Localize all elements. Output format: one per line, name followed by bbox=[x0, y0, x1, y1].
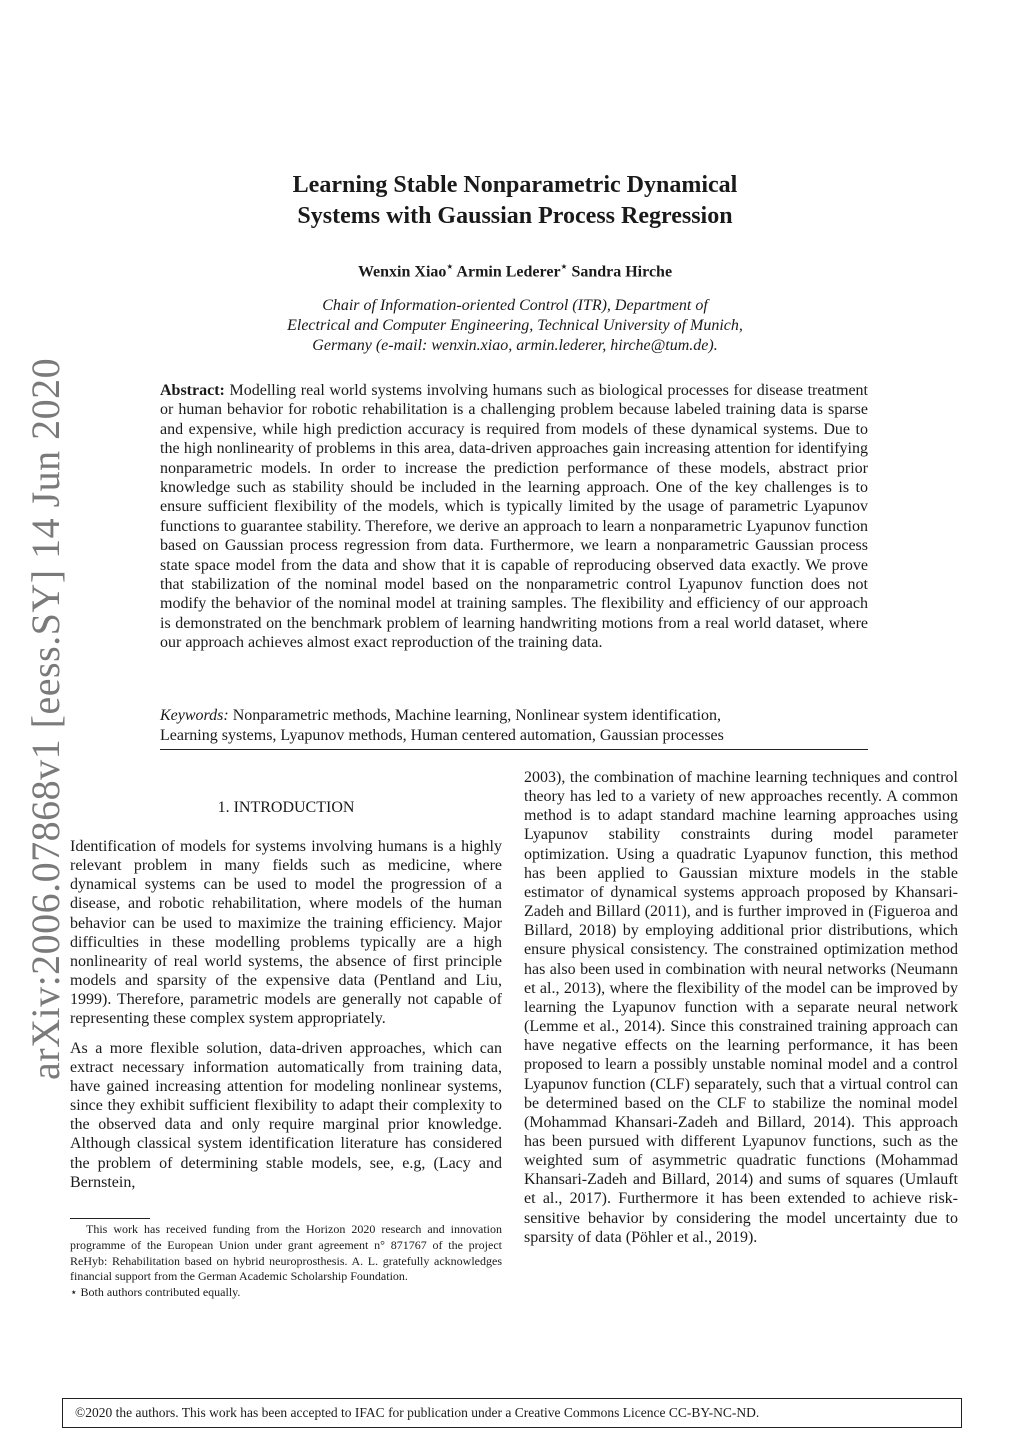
author-name: Sandra Hirche bbox=[571, 263, 673, 281]
footnote-divider bbox=[70, 1218, 150, 1219]
paper-title-line-2: Systems with Gaussian Process Regression bbox=[297, 203, 733, 229]
equal-contribution-star: ⋆ bbox=[446, 261, 454, 273]
author-name: Armin Lederer bbox=[456, 263, 561, 281]
paragraph: As a more flexible solution, data-driven approaches, which can extract necessary information automatically from training data, have gained increasing attention for modeling nonlinear systems, since they exhibit sufficient flexibility to adapt their complexity to the observed data and only require marginal prior knowledge. Although classical system identification literature has considered the problem of determining stable models, see, e.g, (Lacy and Bernstein, bbox=[70, 1039, 502, 1191]
equal-contribution-star: ⋆ bbox=[560, 261, 568, 273]
arxiv-identifier-stamp: arXiv:2006.07868v1 [eess.SY] 14 Jun 2020 bbox=[23, 357, 68, 1080]
paragraph: Identification of models for systems involving humans is a highly relevant problem in many fields such as medicine, where dynamical systems can be used to model the progression of a disease, and robotic rehabilitation, where models of the human behavior can be used to maximize the training efficiency. Major difficulties in these modelling problems typically are a high nonlinearity of real world systems, the absence of first principle models and sparsity of the expensive data (Pentland and Liu, 1999). Therefore, parametric models are generally not capable of representing these complex system appropriately. bbox=[70, 838, 502, 1028]
equal-contribution-footnote: ⋆ Both authors contributed equally. bbox=[70, 1285, 241, 1300]
funding-footnote: This work has received funding from the Horizon 2020 research and innovation programme of the European Union under grant agreement n° 871767 of the project ReHyb: Rehabilitation based on hybrid neuroprosthesis. A. L. gratefully acknowledges financial support from the German Academic Scholarship Foundation. bbox=[70, 1222, 502, 1284]
paragraph: 2003), the combination of machine learning techniques and control theory has led to a variety of new approaches recently. A common method is to adapt standard machine learning approaches using Lyapunov stability constraints during model parameter optimization. Using a quadratic Lyapunov function, this method has been applied to Gaussian mixture models in the stable estimator of dynamical systems approach proposed by Khansari-Zadeh and Billard (2011), and is further improved in (Figueroa and Billard, 2018) by employing additional prior distributions, which ensure physical consistency. The constrained optimization method has also been used in combination with neural networks (Neumann et al., 2013), where the flexibility of the model can be improved by learning the Lyapunov function with a separate neural network (Lemme et al., 2014). Since this constrained training approach can have negative effects on the learning performance, it has been proposed to learn a possibly unstable nominal model and a control Lyapunov function (CLF) separately, such that a virtual control can be determined based on the CLF to stabilize the nominal model (Mohammad Khansari-Zadeh and Billard, 2014). This approach has been pursued with different Lyapunov functions, such as the weighted sum of asymmetric quadratic functions (Mohammad Khansari-Zadeh and Billard, 2014) and sums of squares (Umlauft et al., 2017). Furthermore it has been extended to achieve risk-sensitive behavior by considering the model uncertainty due to sparsity of data (Pöhler et al., 2019). bbox=[524, 769, 958, 1246]
keywords-line-2: Learning systems, Lyapunov methods, Human centered automation, Gaussian processes bbox=[160, 727, 724, 744]
affiliation-line-3: Germany (e-mail: wenxin.xiao, armin.lederer, hirche@tum.de). bbox=[312, 337, 718, 354]
abstract-label: Abstract: bbox=[160, 382, 225, 399]
license-notice: ©2020 the authors. This work has been accepted to IFAC for publication under a Creative Commons Licence CC-BY-NC-ND. bbox=[62, 1398, 962, 1428]
right-column bbox=[524, 768, 958, 1247]
left-column bbox=[70, 837, 502, 1192]
affiliation-line-2: Electrical and Computer Engineering, Technical University of Munich, bbox=[287, 317, 743, 334]
abstract bbox=[160, 381, 868, 653]
affiliation bbox=[160, 296, 870, 356]
keywords-label: Keywords: bbox=[160, 707, 229, 724]
author-name: Wenxin Xiao bbox=[357, 263, 447, 281]
paper-title bbox=[160, 170, 870, 232]
abstract-text: Modelling real world systems involving humans such as biological processes for disease treatment or human behavior for robotic rehabilitation is a challenging problem because labeled training data is sparse and expensive, while high prediction accuracy is required from models of these dynamical systems. Due to the high nonlinearity of problems in this area, data-driven approaches gain increasing attention for identifying nonparametric models. In order to increase the prediction performance of these models, abstract prior knowledge such as stability should be included in the learning approach. One of the key challenges is to ensure sufficient flexibility of the models, which is typically limited by the usage of parametric Lyapunov functions to guarantee stability. Therefore, we derive an approach to learn a nonparametric Lyapunov function based on Gaussian process regression from data. Furthermore, we learn a nonparametric Gaussian process state space model from the data and show that it is capable of reproducing observed data exactly. We prove that stabilization of the nominal model based on the nonparametric control Lyapunov function does not modify the behavior of the nominal model at training samples. The flexibility and efficiency of our approach is demonstrated on the benchmark problem of learning handwriting motions from a real world dataset, where our approach achieves almost exact reproduction of the training data. bbox=[160, 382, 869, 652]
affiliation-line-1: Chair of Information-oriented Control (ITR), Department of bbox=[322, 297, 708, 314]
author-list bbox=[160, 256, 870, 283]
footnotes bbox=[70, 1222, 502, 1301]
section-heading-introduction: 1. INTRODUCTION bbox=[217, 799, 355, 816]
keywords-line-1: Nonparametric methods, Machine learning, Nonlinear system identification, bbox=[232, 707, 722, 724]
paper-title-line-1: Learning Stable Nonparametric Dynamical bbox=[292, 172, 738, 198]
keywords bbox=[160, 706, 868, 746]
abstract-divider bbox=[160, 749, 868, 750]
